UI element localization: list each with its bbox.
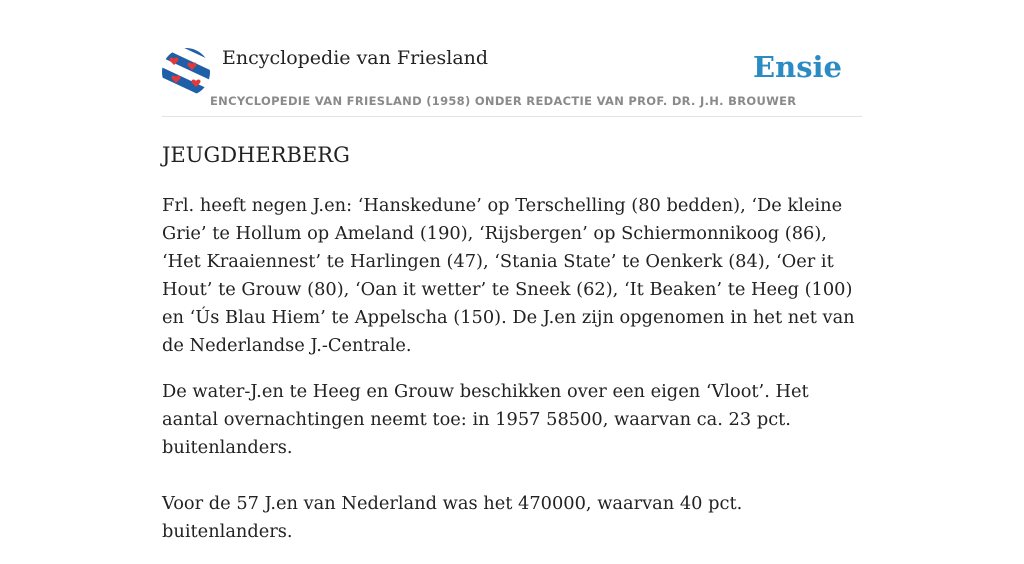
site-subtitle: ENCYCLOPEDIE VAN FRIESLAND (1958) ONDER REDACTIE VAN PROF. DR. J.H. BROUWER bbox=[210, 94, 797, 108]
entry-paragraph: Frl. heeft negen J.en: ‘Hanskedune’ op Terschelling (80 bedden), ‘De kleine Grie’ te Hollum op Ameland (190), ‘Rijsbergen’ op Schiermonnikoog (86), ‘Het Kraaiennest’ te Harlingen (47), ‘Stania State’ te Oenkerk (84), ‘Oer it Hout’ te Grouw (80), ‘Oan it wetter’ te Sneek (62), ‘It Beaken’ te Heeg (100) en ‘Ús Blau Hiem’ te Appelscha (150). De J.en zijn opgenomen in het net van de Nederlandse J.-Centrale. bbox=[162, 195, 855, 356]
ensie-logo-link[interactable]: Ensie bbox=[753, 50, 842, 84]
frisian-flag-icon[interactable] bbox=[162, 48, 210, 96]
entry-content bbox=[162, 138, 862, 564]
entry-title: JEUGDHERBERG bbox=[162, 143, 350, 167]
entry-paragraph: Voor de 57 J.en van Nederland was het 470000, waarvan 40 pct. buitenlanders. bbox=[162, 493, 743, 542]
site-header bbox=[162, 44, 862, 117]
site-title[interactable]: Encyclopedie van Friesland bbox=[222, 47, 489, 69]
entry-paragraph: De water-J.en te Heeg en Grouw beschikken over een eigen ‘Vloot’. Het aantal overnachtingen neemt toe: in 1957 58500, waarvan ca. 23 pct. buitenlanders. bbox=[162, 381, 809, 458]
